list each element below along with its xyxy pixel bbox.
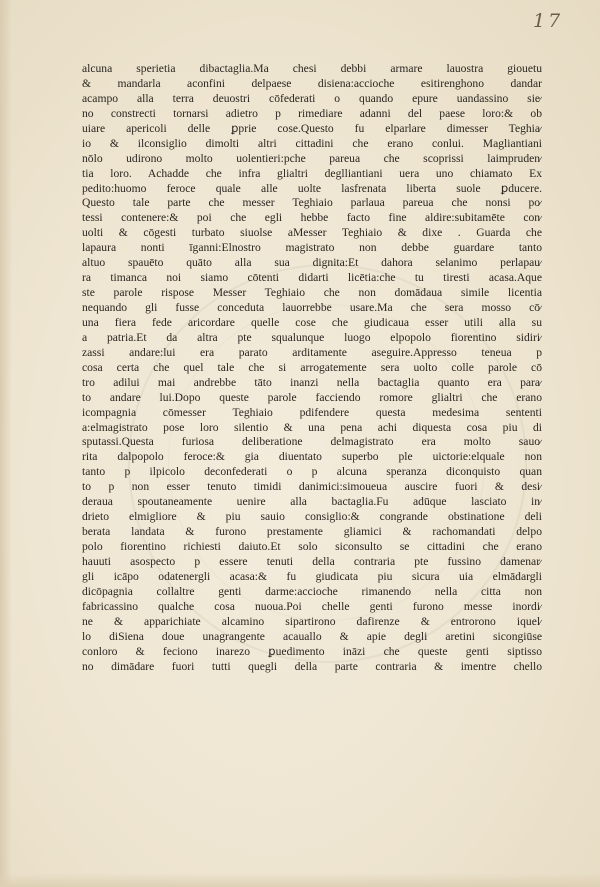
text-line: no dimādare fuori tutti quegli della parte contraria & imentre chello — [82, 659, 542, 673]
text-line: una fiera fede aricordare quelle cose che giudicaua esser utili alla su — [82, 315, 542, 329]
text-line: deraua spoutaneamente uenire alla bactaglia.Fu adūque lasciato in⁄ — [82, 495, 542, 509]
text-line: a:elmagistrato pose loro silentio & una pena achi diquesta cosa piu di — [82, 420, 542, 434]
text-line: pedito:huomo feroce quale alle uolte lasfrenata liberta suole ꝑducere. — [82, 181, 542, 195]
text-line: to andare lui.Dopo queste parole facciendo romore glialtri che erano — [82, 390, 542, 404]
text-line: altuo spauēto quāto alla sua dignita:Et dahora selanimo perlapau⁄ — [82, 256, 542, 270]
text-line: & mandarla aconfini delpaese disiena:accioche esitirenghono dandar — [82, 76, 542, 90]
text-line: a patria.Et da altra pte squalunque luogo elpopolo fiorentino sidiri⁄ — [82, 330, 542, 344]
text-line: uolti & cōgesti turbato siuolse aMesser Teghiaio & dixe . Guarda che — [82, 226, 542, 240]
page-edge-shadow — [0, 0, 12, 887]
text-line: rita dalpopolo feroce:& gia diuentato superbo ple uictorie:elquale non — [82, 450, 542, 464]
text-line: gli icāpo odatenergli acasa:& fu giudicata piu sicura uia elmādargli — [82, 569, 542, 583]
text-line: io & ilconsiglio dimolti altri cittadini che erano conlui. Magliantiani — [82, 136, 542, 150]
text-line: sputassi.Questa furiosa deliberatione delmagistrato era molto sauo⁄ — [82, 435, 542, 449]
text-line: polo fiorentino richiesti daiuto.Et solo siconsulto se cittadini che erano — [82, 540, 542, 553]
text-line: to p non esser tenuto timidi danimici:simoueua auscire fuori & desi⁄ — [82, 480, 542, 494]
text-line: lapaura nonti īganni:Elnostro magistrato non debbe guardare tanto — [82, 241, 542, 255]
text-line: ne & apparichiate alcamino sipartirono dafirenze & entrorono iquel⁄ — [82, 614, 542, 628]
text-line: acampo alla terra deuostri cōfederati o quando epure uandassino sie⁄ — [82, 91, 542, 105]
text-line: tessi contenere:& poi che egli hebbe facto fine aldire:subitamēte con⁄ — [82, 211, 542, 225]
text-line: fabricassino qualche cosa nuoua.Poi chelle genti furono messe inordi⁄ — [82, 599, 542, 613]
text-line: hauuti asospecto p essere tenuti della contraria pte fussino damenar⁄ — [82, 554, 542, 568]
text-line: alcuna sperietia dibactaglia.Ma chesi debbi armare lauostra giouetu — [82, 62, 542, 75]
text-line: Questo tale parte che messer Teghiaio parlaua pareua che nonsi po⁄ — [82, 196, 542, 210]
text-line: nequando gli fusse conceduta lauorrebbe usare.Ma che sera mosso cō⁄ — [82, 301, 542, 314]
text-column — [82, 62, 542, 674]
text-line: no constrecti tornarsi adietro p rimediare adanni del paese loro:& ob — [82, 106, 542, 120]
folio-number: 17 — [533, 10, 564, 32]
text-line: zassi andare:lui era parato arditamente aseguire.Appresso teneua p — [82, 345, 542, 359]
text-line: tro adilui mai andrebbe tāto inanzi nella bactaglia quanto era para⁄ — [82, 375, 542, 389]
text-line: tanto p ilpicolo deconfederati o p alcuna speranza diconquisto quan — [82, 465, 542, 479]
text-line: ste parole rispose Messer Teghiaio che non domādaua simile licentia — [82, 286, 542, 300]
text-line: dicōpagnia collaltre genti darme:accioche rimanendo nella citta non — [82, 584, 542, 598]
page-bottom-shadow — [0, 873, 600, 887]
text-line: tia loro. Achadde che infra glialtri deglliantiani uera uno chiamato Ex — [82, 166, 542, 180]
text-line: icompagnia cōmesser Teghiaio pdifendere questa medesima sententi — [82, 405, 542, 419]
text-line: lo diSiena doue unagrangente acauallo & apie degli aretini sicongiūse — [82, 629, 542, 643]
text-line: nōlo udirono molto uolentieri:pche pareua che scoprissi laimpruden⁄ — [82, 151, 542, 165]
text-line: berata landata & furono prestamente gliamici & rachomandati delpo — [82, 525, 542, 539]
text-line: ra timanca noi siamo cōtenti didarti licētia:che tu tiresti acasa.Aque — [82, 271, 542, 285]
text-line: drieto elmigliore & piu sauio consiglio:& congrande obstinatione deli — [82, 510, 542, 524]
text-line: cosa certa che quel tale che si arrogatemente sera uolto colle parole cō — [82, 360, 542, 374]
text-line: conloro & feciono inarezo ꝑuedimento ināzi che queste genti siptisso — [82, 644, 542, 658]
text-line: uiare apericoli delle ꝑprie cose.Questo fu elparlare dimesser Teghia⁄ — [82, 121, 542, 135]
